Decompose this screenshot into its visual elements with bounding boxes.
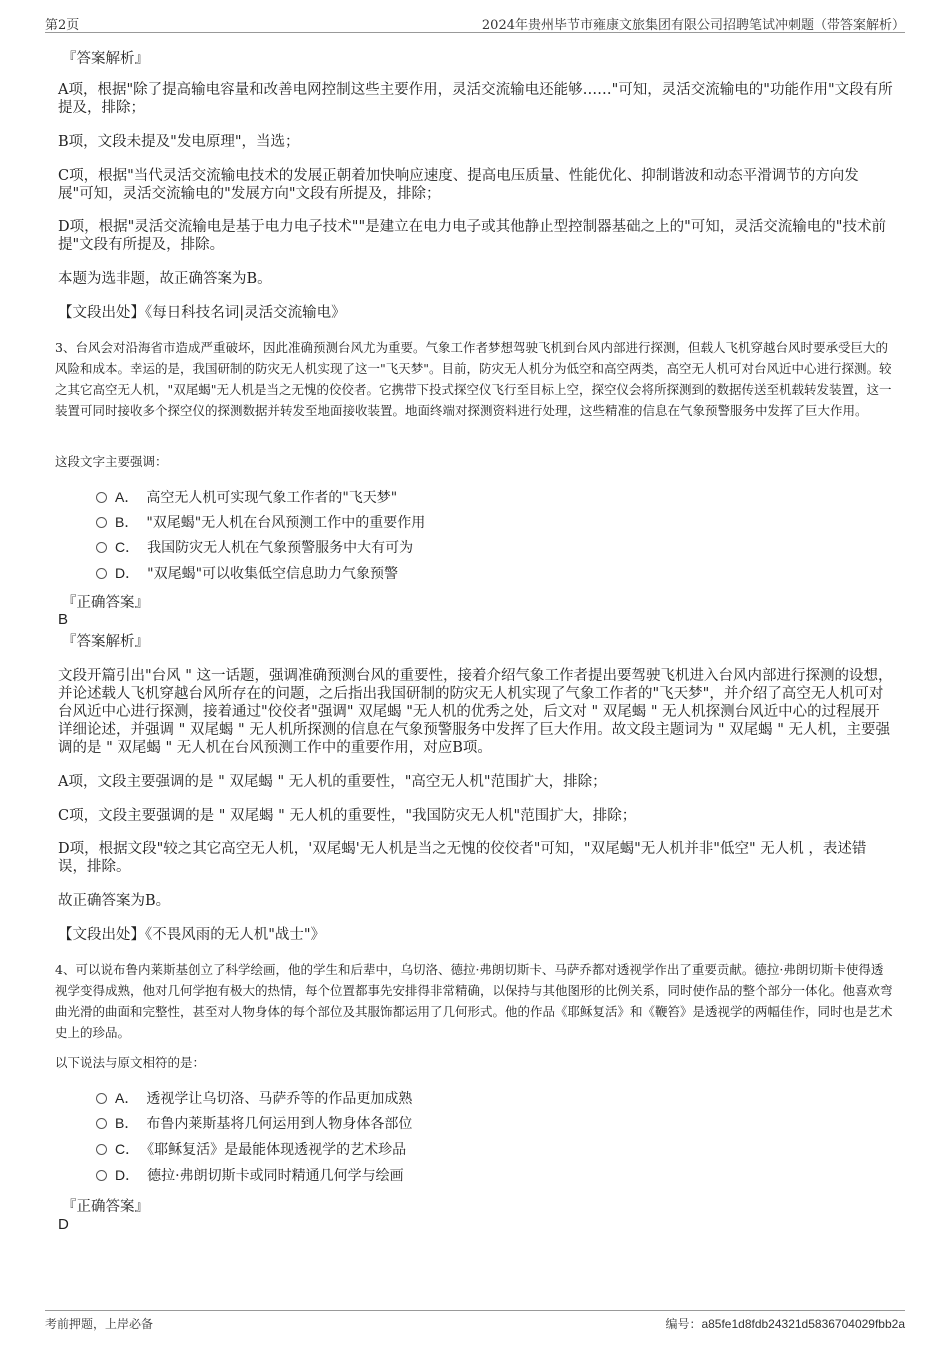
q2-source: 【文段出处】《每日科技名词|灵活交流输电》 xyxy=(58,305,346,321)
footer-code-value: a85fe1d8fdb24321d5836704029fbb2a xyxy=(701,1317,905,1331)
radio-icon[interactable] xyxy=(96,1144,107,1155)
radio-icon[interactable] xyxy=(96,1118,107,1129)
q4-passage: 4、可以说布鲁内莱斯基创立了科学绘画，他的学生和后辈中，乌切洛、德拉·弗朗切斯卡、马萨乔都对透视学作出了重要贡献。德拉·弗朗切斯卡使得透视学变得成熟，他对几何学抱有极大的热情，每个位置都事先安排得非常精确，以保持与其他图形的比例关系，同时使作品的整个部分一体化。他喜欢弯曲光滑的曲面和完整性，甚至对人物身体的每个部位及其服饰都运用了几何形式。他的作品《耶稣复活》和《鞭笞》是透视学的两幅佳作，同时也是艺术史上的珍品。 xyxy=(55,962,893,1040)
document-title: 2024年贵州毕节市雍康文旅集团有限公司招聘笔试冲刺题（带答案解析） xyxy=(481,18,905,33)
q2-analysis-b: B项，文段未提及"发电原理"，当选； xyxy=(58,134,300,150)
footer-code xyxy=(665,1315,905,1332)
q3-option-a[interactable]: A． 高空无人机可实现气象工作者的"飞天梦" xyxy=(96,487,397,507)
q2-analysis-a: A项，根据"除了提高输电容量和改善电网控制这些主要作用，灵活交流输电还能够……"可知，灵活交流输电的"功能作用"文段有所提及，排除； xyxy=(58,82,893,116)
q4-option-a[interactable]: A． 透视学让乌切洛、马萨乔等的作品更加成熟 xyxy=(96,1088,412,1108)
radio-icon[interactable] xyxy=(96,517,107,528)
q4-prompt: 以下说法与原文相符的是： xyxy=(55,1055,206,1070)
radio-icon[interactable] xyxy=(96,1093,107,1104)
q4-option-c[interactable]: C． 《耶稣复活》是最能体现透视学的艺术珍品 xyxy=(96,1139,406,1159)
q3-analysis-a: A项，文段主要强调的是 " 双尾蝎 " 无人机的重要性，"高空无人机"范围扩大，排除； xyxy=(58,774,607,790)
footer-slogan: 考前押题，上岸必备 xyxy=(45,1317,154,1331)
q3-option-c[interactable]: C． 我国防灾无人机在气象预警服务中大有可为 xyxy=(96,537,413,557)
q3-conclusion: 故正确答案为B。 xyxy=(58,893,171,909)
q3-answer-value: B xyxy=(58,611,69,628)
page-number: 第2页 xyxy=(45,18,80,33)
q3-prompt: 这段文字主要强调： xyxy=(55,454,168,469)
q2-analysis-label: 『答案解析』 xyxy=(62,51,149,67)
q3-option-d[interactable]: D． "双尾蝎"可以收集低空信息助力气象预警 xyxy=(96,563,398,583)
q3-analysis-c: C项，文段主要强调的是 " 双尾蝎 " 无人机的重要性，"我国防灾无人机"范围扩大，排除； xyxy=(58,808,637,824)
q3-passage: 3、台风会对沿海省市造成严重破坏，因此准确预测台风尤为重要。气象工作者梦想驾驶飞机到台风内部进行探测，但载人飞机穿越台风时要承受巨大的风险和成本。幸运的是，我国研制的防灾无人机实现了这一"飞天梦"。目前，防灾无人机分为低空和高空两类，高空无人机可对台风近中心进行探测。较之其它高空无人机，"双尾蝎"无人机是当之无愧的佼佼者。它携带下投式探空仪飞行至目标上空，探空仪会将所探测到的数据传送至机载转发装置，这一装置可同时接收多个探空仪的探测数据并转发至地面接收装置。地面终端对探测资料进行处理，这些精准的信息在气象预警服务中发挥了巨大作用。 xyxy=(55,340,892,418)
q3-source: 【文段出处】《不畏风雨的无人机"战士"》 xyxy=(58,927,326,943)
footer-code-label: 编号： xyxy=(665,1317,702,1331)
q3-option-b[interactable]: B． "双尾蝎"无人机在台风预测工作中的重要作用 xyxy=(96,512,425,532)
q3-analysis-d: D项，根据文段"较之其它高空无人机，'双尾蝎'无人机是当之无愧的佼佼者"可知，"双尾蝎"无人机并非"低空" 无人机 ，表述错误，排除。 xyxy=(58,841,867,875)
q2-conclusion: 本题为选非题，故正确答案为B。 xyxy=(58,271,272,287)
radio-icon[interactable] xyxy=(96,492,107,503)
q3-answer-label: 『正确答案』 xyxy=(62,595,149,611)
q3-analysis-label: 『答案解析』 xyxy=(62,634,149,650)
page-header xyxy=(45,12,905,33)
q4-answer-value: D xyxy=(58,1216,69,1233)
q3-analysis-main: 文段开篇引出"台风 " 这一话题，强调准确预测台风的重要性，接着介绍气象工作者提出要驾驶飞机进入台风内部进行探测的设想，并论述载人飞机穿越台风所存在的问题，之后指出我国研制的防灾无人机实现了气象工作者的"飞天梦"，并介绍了高空无人机可对台风近中心进行探测，接着通过"佼佼者"强调" 双尾蝎 "无人机的优秀之处，后文对 " 双尾蝎 " 无人机探测台风近中心的过程展开详细论述，并强调 " 双尾蝎 " 无人机所探测的信息在气象预警服务中发挥了巨大作用。故文段主题词为 " 双尾蝎 " 无人机，主要强调的是 " 双尾蝎 " 无人机在台风预测工作中的重要作用，对应B项。 xyxy=(58,668,893,756)
radio-icon[interactable] xyxy=(96,1170,107,1181)
radio-icon[interactable] xyxy=(96,542,107,553)
q2-analysis-c: C项，根据"当代灵活交流输电技术的发展正朝着加快响应速度、提高电压质量、性能优化、抑制谐波和动态平滑调节的方向发展"可知，灵活交流输电的"发展方向"文段有所提及，排除； xyxy=(58,168,859,202)
radio-icon[interactable] xyxy=(96,568,107,579)
q4-option-b[interactable]: B． 布鲁内莱斯基将几何运用到人物身体各部位 xyxy=(96,1113,412,1133)
page-footer xyxy=(45,1310,905,1333)
q4-option-d[interactable]: D． 德拉·弗朗切斯卡或同时精通几何学与绘画 xyxy=(96,1165,404,1185)
q2-analysis-d: D项，根据"灵活交流输电是基于电力电子技术""是建立在电力电子或其他静止型控制器基础之上的"可知，灵活交流输电的"技术前提"文段有所提及，排除。 xyxy=(58,219,886,253)
q4-answer-label: 『正确答案』 xyxy=(62,1199,149,1215)
